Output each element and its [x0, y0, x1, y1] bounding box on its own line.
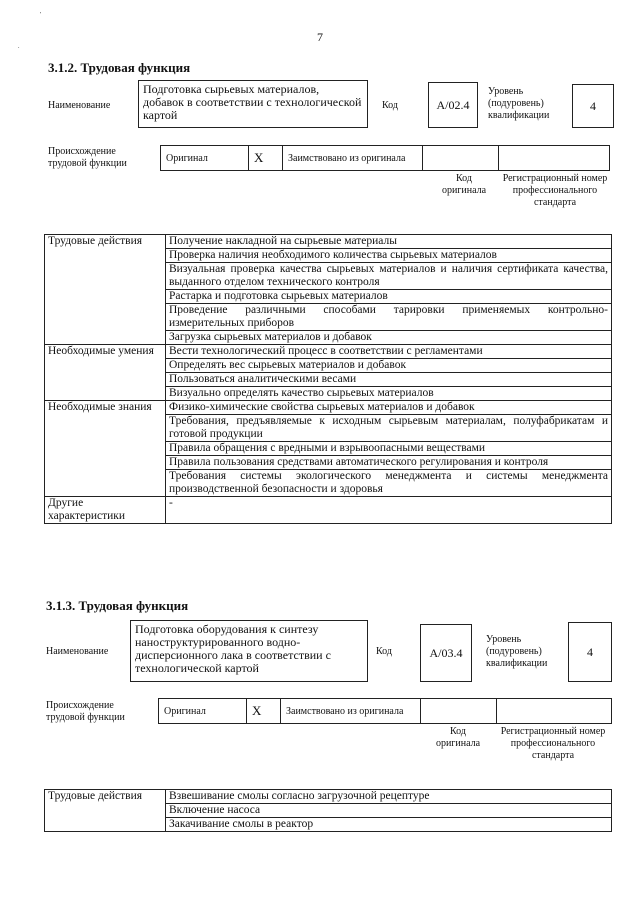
page-number: 7	[317, 30, 323, 44]
function-table	[44, 234, 612, 524]
level-box: 4	[568, 622, 612, 682]
category-cell: Необходимые умения	[45, 345, 166, 401]
function-code-box: A/03.4	[420, 624, 472, 682]
original-code-cell	[421, 699, 497, 723]
borrowed-label: Заимствовано из оригинала	[283, 146, 423, 170]
table-item: Визуальная проверка качества сырьевых материалов и наличия сертификата качества, выданного отделом технического контроля	[166, 263, 612, 290]
function-name-box: Подготовка оборудования к синтезу наноструктурированного водно-дисперсионного лака в соответствии с технологической картой	[130, 620, 368, 682]
original-code-cell	[423, 146, 499, 170]
table-item: Определять вес сырьевых материалов и добавок	[166, 359, 612, 373]
table-item: Получение накладной на сырьевые материалы	[166, 235, 612, 249]
section-heading: 3.1.3. Трудовая функция	[46, 598, 189, 613]
table-item: -	[166, 497, 612, 524]
section-heading: 3.1.2. Трудовая функция	[48, 60, 191, 75]
original-label: Оригинал	[159, 699, 247, 723]
category-cell: Другие характеристики	[45, 497, 166, 524]
origin-label: Происхождение трудовой функции	[46, 700, 125, 723]
table-item: Физико-химические свойства сырьевых материалов и добавок	[166, 401, 612, 415]
original-mark: X	[249, 146, 283, 170]
function-code-box: A/02.4	[428, 82, 478, 128]
table-item: Требования системы экологического менеджмента и системы менеджмента производственной безопасности и здоровья	[166, 470, 612, 497]
category-cell: Трудовые действия	[45, 790, 166, 832]
category-cell: Трудовые действия	[45, 235, 166, 345]
original-label: Оригинал	[161, 146, 249, 170]
table-item: Включение насоса	[166, 804, 612, 818]
name-label: Наименование	[46, 646, 109, 657]
table-item: Взвешивание смолы согласно загрузочной рецептуре	[166, 790, 612, 804]
category-cell: Необходимые знания	[45, 401, 166, 497]
table-item: Закачивание смолы в реактор	[166, 818, 612, 832]
original-mark: X	[247, 699, 281, 723]
function-table	[44, 789, 612, 832]
reg-number-cell	[499, 146, 609, 170]
code-label: Код	[376, 646, 392, 657]
name-label: Наименование	[48, 100, 111, 111]
table-item: Загрузка сырьевых материалов и добавок	[166, 331, 612, 345]
table-item: Правила пользования средствами автоматического регулирования и контроля	[166, 456, 612, 470]
function-name-box: Подготовка сырьевых материалов, добавок в соответствии с технологической картой	[138, 80, 368, 128]
table-item: Требования, предъявляемые к исходным сырьевым материалам, полуфабрикатам и готовой продукции	[166, 415, 612, 442]
table-item: Визуально определять качество сырьевых материалов	[166, 387, 612, 401]
table-item: Правила обращения с вредными и взрывоопасными веществами	[166, 442, 612, 456]
orig-code-caption: Код оригинала	[441, 173, 487, 196]
origin-row	[158, 698, 612, 724]
reg-number-caption: Регистрационный номер профессионального стандарта	[500, 726, 606, 761]
scan-mark: .	[18, 44, 20, 50]
table-item: Пользоваться аналитическими весами	[166, 373, 612, 387]
reg-number-caption: Регистрационный номер профессионального стандарта	[502, 173, 608, 208]
level-label: Уровень (подуровень) квалификации	[486, 634, 548, 669]
table-item: Проведение различными способами тарировки применяемых контрольно-измерительных приборов	[166, 304, 612, 331]
table-item: Вести технологический процесс в соответствии с регламентами	[166, 345, 612, 359]
origin-row	[160, 145, 610, 171]
borrowed-label: Заимствовано из оригинала	[281, 699, 421, 723]
reg-number-cell	[497, 699, 611, 723]
origin-label: Происхождение трудовой функции	[48, 146, 127, 169]
orig-code-caption: Код оригинала	[435, 726, 481, 749]
table-item: Проверка наличия необходимого количества сырьевых материалов	[166, 249, 612, 263]
scan-mark: '	[40, 12, 42, 18]
level-label: Уровень (подуровень) квалификации	[488, 86, 550, 121]
level-box: 4	[572, 84, 614, 128]
code-label: Код	[382, 100, 398, 111]
table-item: Растарка и подготовка сырьевых материалов	[166, 290, 612, 304]
